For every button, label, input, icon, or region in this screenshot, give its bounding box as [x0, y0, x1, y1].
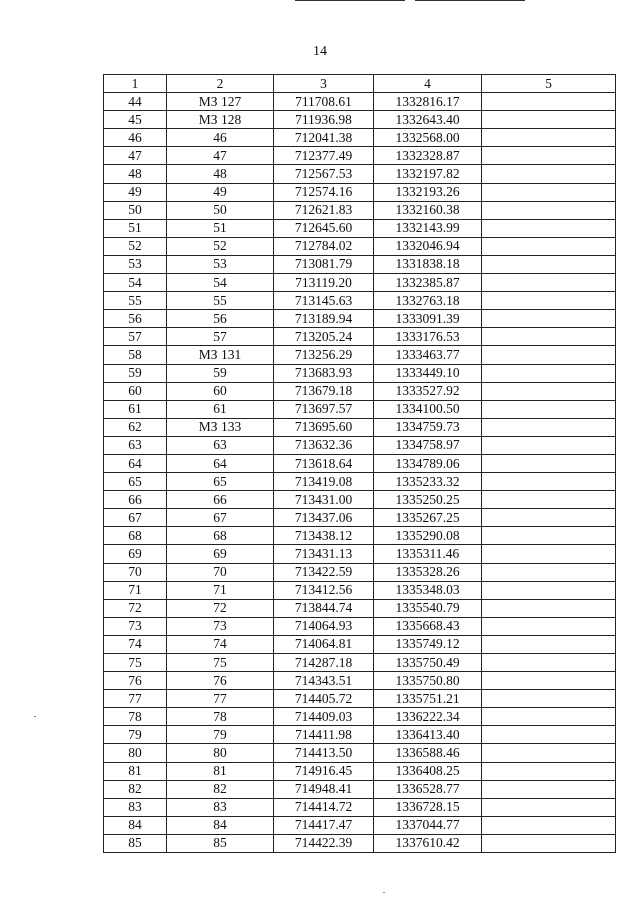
table-row [104, 201, 616, 219]
row-number-cell: 72 [104, 599, 167, 617]
x-coordinate-cell: 713844.74 [274, 599, 374, 617]
note-cell [482, 346, 616, 364]
table-row [104, 93, 616, 111]
y-coordinate-cell: 1333527.92 [374, 382, 482, 400]
y-coordinate-cell: 1335348.03 [374, 581, 482, 599]
point-name-cell: 54 [167, 274, 274, 292]
table-row [104, 545, 616, 563]
row-number-cell: 68 [104, 527, 167, 545]
point-name-cell: 59 [167, 364, 274, 382]
row-number-cell: 48 [104, 165, 167, 183]
table-row [104, 527, 616, 545]
note-cell [482, 93, 616, 111]
point-name-cell: МЗ 128 [167, 111, 274, 129]
top-rule-left [295, 0, 405, 1]
row-number-cell: 51 [104, 219, 167, 237]
note-cell [482, 509, 616, 527]
y-coordinate-cell: 1332160.38 [374, 201, 482, 219]
x-coordinate-cell: 712645.60 [274, 219, 374, 237]
row-number-cell: 45 [104, 111, 167, 129]
row-number-cell: 74 [104, 635, 167, 653]
x-coordinate-cell: 712377.49 [274, 147, 374, 165]
row-number-cell: 54 [104, 274, 167, 292]
point-name-cell: 55 [167, 292, 274, 310]
row-number-cell: 64 [104, 454, 167, 472]
table-row [104, 708, 616, 726]
point-name-cell: 82 [167, 780, 274, 798]
y-coordinate-cell: 1335751.21 [374, 690, 482, 708]
y-coordinate-cell: 1335233.32 [374, 473, 482, 491]
x-coordinate-cell: 713618.64 [274, 454, 374, 472]
table-row [104, 635, 616, 653]
y-coordinate-cell: 1335668.43 [374, 617, 482, 635]
y-coordinate-cell: 1335540.79 [374, 599, 482, 617]
point-name-cell: 80 [167, 744, 274, 762]
x-coordinate-cell: 713256.29 [274, 346, 374, 364]
table-row [104, 328, 616, 346]
note-cell [482, 328, 616, 346]
table-row [104, 780, 616, 798]
table-row [104, 473, 616, 491]
note-cell [482, 491, 616, 509]
x-coordinate-cell: 714417.47 [274, 816, 374, 834]
note-cell [482, 527, 616, 545]
point-name-cell: 83 [167, 798, 274, 816]
row-number-cell: 80 [104, 744, 167, 762]
header-col-2: 2 [167, 75, 274, 93]
row-number-cell: 58 [104, 346, 167, 364]
table-row [104, 165, 616, 183]
x-coordinate-cell: 714413.50 [274, 744, 374, 762]
point-name-cell: 84 [167, 816, 274, 834]
y-coordinate-cell: 1333449.10 [374, 364, 482, 382]
point-name-cell: 49 [167, 183, 274, 201]
y-coordinate-cell: 1335250.25 [374, 491, 482, 509]
table-row [104, 274, 616, 292]
point-name-cell: 76 [167, 672, 274, 690]
x-coordinate-cell: 713695.60 [274, 418, 374, 436]
x-coordinate-cell: 714411.98 [274, 726, 374, 744]
note-cell [482, 418, 616, 436]
point-name-cell: 50 [167, 201, 274, 219]
point-name-cell: МЗ 133 [167, 418, 274, 436]
point-name-cell: 66 [167, 491, 274, 509]
note-cell [482, 147, 616, 165]
x-coordinate-cell: 714287.18 [274, 654, 374, 672]
point-name-cell: 85 [167, 834, 274, 852]
point-name-cell: 78 [167, 708, 274, 726]
y-coordinate-cell: 1333463.77 [374, 346, 482, 364]
y-coordinate-cell: 1336408.25 [374, 762, 482, 780]
point-name-cell: 61 [167, 400, 274, 418]
point-name-cell: 52 [167, 237, 274, 255]
y-coordinate-cell: 1335290.08 [374, 527, 482, 545]
y-coordinate-cell: 1334758.97 [374, 436, 482, 454]
table-row [104, 346, 616, 364]
x-coordinate-cell: 713697.57 [274, 400, 374, 418]
table-row [104, 219, 616, 237]
table-row [104, 509, 616, 527]
note-cell [482, 310, 616, 328]
y-coordinate-cell: 1335328.26 [374, 563, 482, 581]
y-coordinate-cell: 1332816.17 [374, 93, 482, 111]
point-name-cell: 81 [167, 762, 274, 780]
table-row [104, 672, 616, 690]
table-row [104, 418, 616, 436]
x-coordinate-cell: 713679.18 [274, 382, 374, 400]
table-row [104, 581, 616, 599]
table-row [104, 599, 616, 617]
note-cell [482, 545, 616, 563]
x-coordinate-cell: 713437.06 [274, 509, 374, 527]
table-row [104, 798, 616, 816]
table-row [104, 111, 616, 129]
header-col-5: 5 [482, 75, 616, 93]
table-row [104, 491, 616, 509]
row-number-cell: 46 [104, 129, 167, 147]
y-coordinate-cell: 1336728.15 [374, 798, 482, 816]
row-number-cell: 53 [104, 255, 167, 273]
row-number-cell: 70 [104, 563, 167, 581]
note-cell [482, 129, 616, 147]
row-number-cell: 52 [104, 237, 167, 255]
x-coordinate-cell: 713119.20 [274, 274, 374, 292]
table-row [104, 400, 616, 418]
table-row [104, 454, 616, 472]
x-coordinate-cell: 713189.94 [274, 310, 374, 328]
table-row [104, 183, 616, 201]
point-name-cell: 60 [167, 382, 274, 400]
row-number-cell: 85 [104, 834, 167, 852]
y-coordinate-cell: 1332385.87 [374, 274, 482, 292]
table-row [104, 762, 616, 780]
row-number-cell: 49 [104, 183, 167, 201]
note-cell [482, 454, 616, 472]
x-coordinate-cell: 713438.12 [274, 527, 374, 545]
note-cell [482, 834, 616, 852]
table-body [104, 93, 616, 853]
note-cell [482, 762, 616, 780]
row-number-cell: 73 [104, 617, 167, 635]
x-coordinate-cell: 713081.79 [274, 255, 374, 273]
row-number-cell: 84 [104, 816, 167, 834]
table-row [104, 690, 616, 708]
y-coordinate-cell: 1334789.06 [374, 454, 482, 472]
y-coordinate-cell: 1334100.50 [374, 400, 482, 418]
y-coordinate-cell: 1332197.82 [374, 165, 482, 183]
note-cell [482, 292, 616, 310]
point-name-cell: 48 [167, 165, 274, 183]
table-row [104, 292, 616, 310]
note-cell [482, 473, 616, 491]
point-name-cell: 75 [167, 654, 274, 672]
note-cell [482, 274, 616, 292]
note-cell [482, 798, 616, 816]
table-row [104, 726, 616, 744]
y-coordinate-cell: 1332763.18 [374, 292, 482, 310]
table-row [104, 255, 616, 273]
row-number-cell: 67 [104, 509, 167, 527]
y-coordinate-cell: 1333091.39 [374, 310, 482, 328]
x-coordinate-cell: 714414.72 [274, 798, 374, 816]
row-number-cell: 63 [104, 436, 167, 454]
table-row [104, 654, 616, 672]
y-coordinate-cell: 1335267.25 [374, 509, 482, 527]
note-cell [482, 563, 616, 581]
note-cell [482, 654, 616, 672]
x-coordinate-cell: 714409.03 [274, 708, 374, 726]
x-coordinate-cell: 713431.00 [274, 491, 374, 509]
row-number-cell: 47 [104, 147, 167, 165]
note-cell [482, 744, 616, 762]
row-number-cell: 81 [104, 762, 167, 780]
point-name-cell: 74 [167, 635, 274, 653]
x-coordinate-cell: 714064.81 [274, 635, 374, 653]
row-number-cell: 59 [104, 364, 167, 382]
row-number-cell: 78 [104, 708, 167, 726]
x-coordinate-cell: 712784.02 [274, 237, 374, 255]
x-coordinate-cell: 711936.98 [274, 111, 374, 129]
note-cell [482, 237, 616, 255]
row-number-cell: 65 [104, 473, 167, 491]
note-cell [482, 780, 616, 798]
point-name-cell: 51 [167, 219, 274, 237]
y-coordinate-cell: 1337610.42 [374, 834, 482, 852]
table-row [104, 364, 616, 382]
y-coordinate-cell: 1337044.77 [374, 816, 482, 834]
note-cell [482, 400, 616, 418]
y-coordinate-cell: 1332328.87 [374, 147, 482, 165]
point-name-cell: 79 [167, 726, 274, 744]
table-row [104, 310, 616, 328]
table-row [104, 147, 616, 165]
x-coordinate-cell: 712574.16 [274, 183, 374, 201]
x-coordinate-cell: 712621.83 [274, 201, 374, 219]
y-coordinate-cell: 1336528.77 [374, 780, 482, 798]
x-coordinate-cell: 713632.36 [274, 436, 374, 454]
scan-speck [34, 716, 36, 717]
header-col-1: 1 [104, 75, 167, 93]
x-coordinate-cell: 713205.24 [274, 328, 374, 346]
table-row [104, 436, 616, 454]
row-number-cell: 57 [104, 328, 167, 346]
x-coordinate-cell: 714948.41 [274, 780, 374, 798]
point-name-cell: 68 [167, 527, 274, 545]
row-number-cell: 83 [104, 798, 167, 816]
row-number-cell: 44 [104, 93, 167, 111]
scan-speck [383, 892, 385, 893]
x-coordinate-cell: 711708.61 [274, 93, 374, 111]
note-cell [482, 708, 616, 726]
note-cell [482, 436, 616, 454]
point-name-cell: 47 [167, 147, 274, 165]
x-coordinate-cell: 713431.13 [274, 545, 374, 563]
row-number-cell: 56 [104, 310, 167, 328]
x-coordinate-cell: 713419.08 [274, 473, 374, 491]
y-coordinate-cell: 1335750.49 [374, 654, 482, 672]
note-cell [482, 581, 616, 599]
point-name-cell: 46 [167, 129, 274, 147]
row-number-cell: 76 [104, 672, 167, 690]
point-name-cell: МЗ 127 [167, 93, 274, 111]
x-coordinate-cell: 713145.63 [274, 292, 374, 310]
x-coordinate-cell: 713412.56 [274, 581, 374, 599]
y-coordinate-cell: 1333176.53 [374, 328, 482, 346]
x-coordinate-cell: 714064.93 [274, 617, 374, 635]
y-coordinate-cell: 1332643.40 [374, 111, 482, 129]
table-row [104, 834, 616, 852]
header-col-3: 3 [274, 75, 374, 93]
note-cell [482, 672, 616, 690]
row-number-cell: 55 [104, 292, 167, 310]
point-name-cell: 57 [167, 328, 274, 346]
note-cell [482, 111, 616, 129]
point-name-cell: 71 [167, 581, 274, 599]
y-coordinate-cell: 1336588.46 [374, 744, 482, 762]
y-coordinate-cell: 1335311.46 [374, 545, 482, 563]
table-row [104, 617, 616, 635]
point-name-cell: 67 [167, 509, 274, 527]
y-coordinate-cell: 1335750.80 [374, 672, 482, 690]
x-coordinate-cell: 713683.93 [274, 364, 374, 382]
y-coordinate-cell: 1332193.26 [374, 183, 482, 201]
table-row [104, 237, 616, 255]
y-coordinate-cell: 1335749.12 [374, 635, 482, 653]
x-coordinate-cell: 713422.59 [274, 563, 374, 581]
note-cell [482, 219, 616, 237]
y-coordinate-cell: 1336222.34 [374, 708, 482, 726]
note-cell [482, 816, 616, 834]
row-number-cell: 69 [104, 545, 167, 563]
point-name-cell: 56 [167, 310, 274, 328]
note-cell [482, 364, 616, 382]
row-number-cell: 75 [104, 654, 167, 672]
note-cell [482, 165, 616, 183]
point-name-cell: 77 [167, 690, 274, 708]
row-number-cell: 60 [104, 382, 167, 400]
x-coordinate-cell: 712567.53 [274, 165, 374, 183]
y-coordinate-cell: 1332568.00 [374, 129, 482, 147]
note-cell [482, 183, 616, 201]
point-name-cell: 64 [167, 454, 274, 472]
page-number: 14 [313, 44, 327, 59]
y-coordinate-cell: 1332046.94 [374, 237, 482, 255]
note-cell [482, 617, 616, 635]
note-cell [482, 599, 616, 617]
row-number-cell: 62 [104, 418, 167, 436]
y-coordinate-cell: 1334759.73 [374, 418, 482, 436]
table-row [104, 563, 616, 581]
x-coordinate-cell: 714343.51 [274, 672, 374, 690]
coordinates-table [103, 74, 616, 853]
note-cell [482, 690, 616, 708]
point-name-cell: 53 [167, 255, 274, 273]
point-name-cell: МЗ 131 [167, 346, 274, 364]
y-coordinate-cell: 1331838.18 [374, 255, 482, 273]
x-coordinate-cell: 714916.45 [274, 762, 374, 780]
point-name-cell: 73 [167, 617, 274, 635]
row-number-cell: 82 [104, 780, 167, 798]
point-name-cell: 70 [167, 563, 274, 581]
table-row [104, 744, 616, 762]
x-coordinate-cell: 714405.72 [274, 690, 374, 708]
y-coordinate-cell: 1336413.40 [374, 726, 482, 744]
row-number-cell: 71 [104, 581, 167, 599]
row-number-cell: 50 [104, 201, 167, 219]
table-row [104, 129, 616, 147]
table-header-row [104, 75, 616, 93]
table-row [104, 816, 616, 834]
header-col-4: 4 [374, 75, 482, 93]
note-cell [482, 382, 616, 400]
point-name-cell: 65 [167, 473, 274, 491]
x-coordinate-cell: 714422.39 [274, 834, 374, 852]
top-rule-right [415, 0, 525, 1]
note-cell [482, 201, 616, 219]
note-cell [482, 635, 616, 653]
x-coordinate-cell: 712041.38 [274, 129, 374, 147]
table-row [104, 382, 616, 400]
row-number-cell: 77 [104, 690, 167, 708]
point-name-cell: 72 [167, 599, 274, 617]
point-name-cell: 63 [167, 436, 274, 454]
note-cell [482, 726, 616, 744]
point-name-cell: 69 [167, 545, 274, 563]
note-cell [482, 255, 616, 273]
row-number-cell: 61 [104, 400, 167, 418]
y-coordinate-cell: 1332143.99 [374, 219, 482, 237]
row-number-cell: 66 [104, 491, 167, 509]
row-number-cell: 79 [104, 726, 167, 744]
